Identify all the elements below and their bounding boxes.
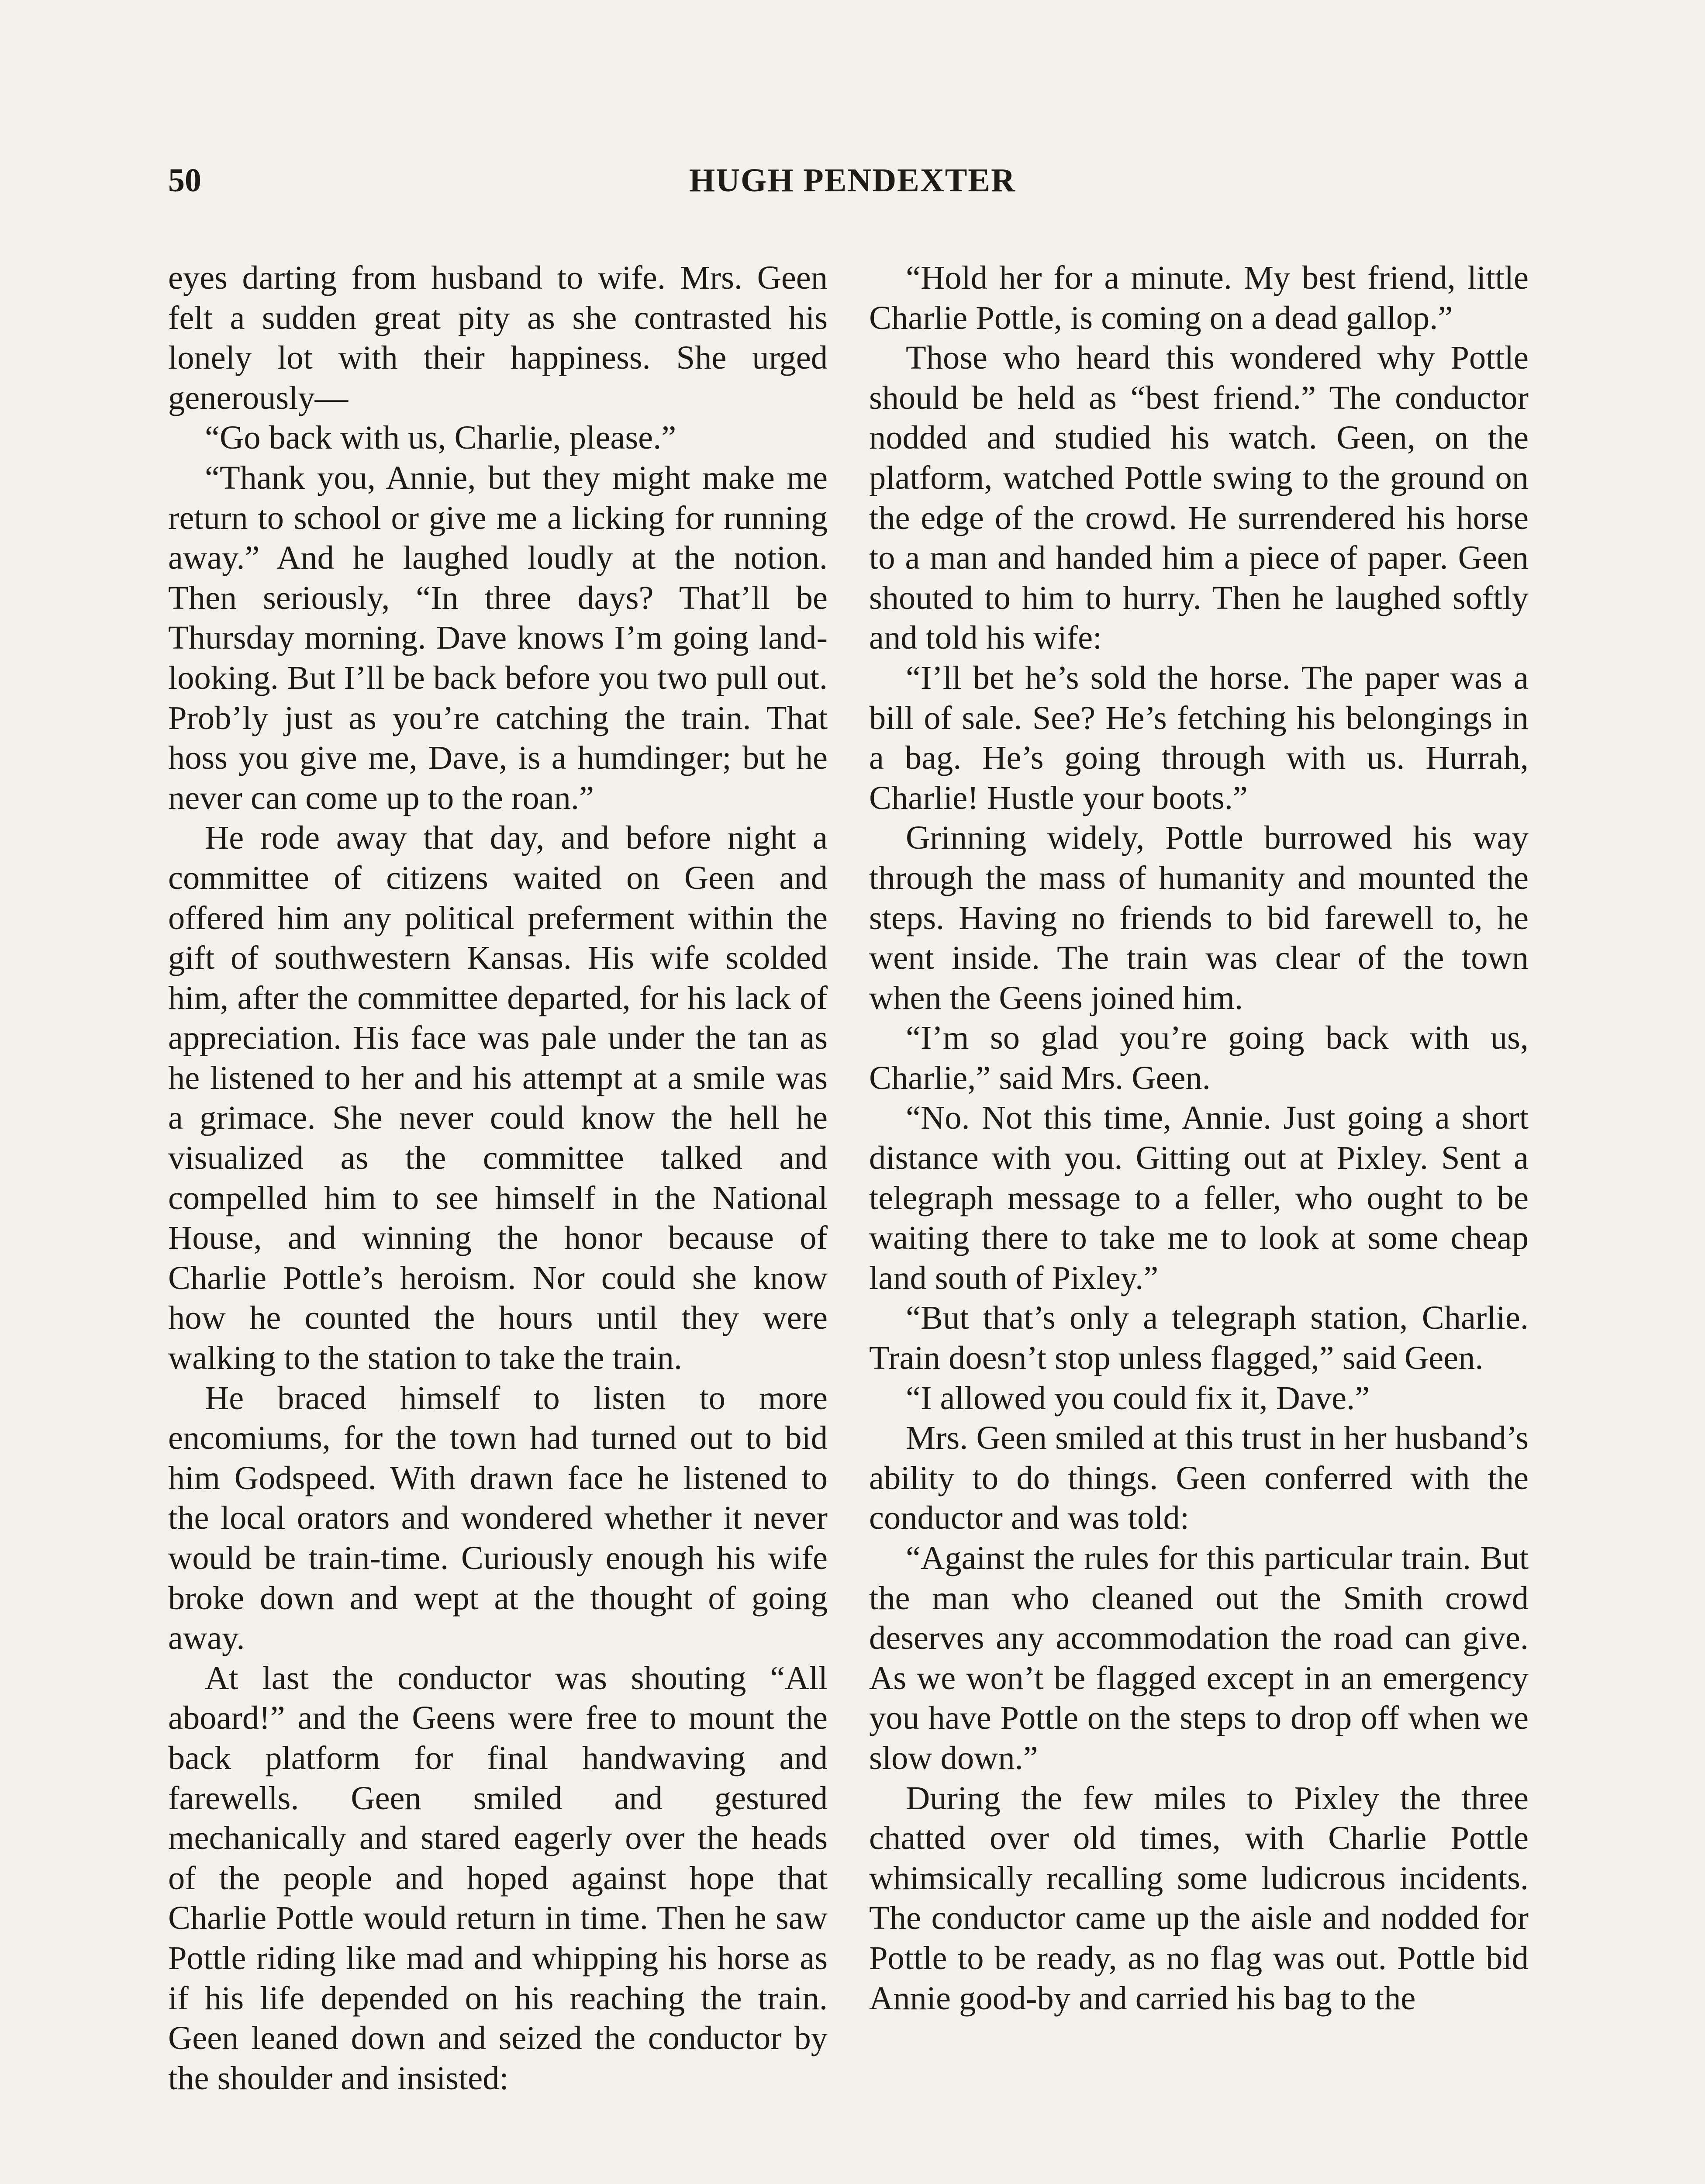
paragraph: At last the conductor was shouting “All aboard!” and the Geens were free to mount the back platform for final handwaving and farewells. Geen smiled and gestured mechanically and stared eagerly over the heads of the people and hoped against hope that Charlie Pottle would return in time. Then he saw Pottle riding like mad and whipping his horse as if his life depended on his reaching the train. Geen leaned down and seized the conductor by the shoulder and insisted: <box>168 1659 828 2097</box>
paragraph: During the few miles to Pixley the three chatted over old times, with Charlie Pottle whimsically recalling some ludicrous incidents. The conductor came up the aisle and nodded for Pottle to be ready, as no flag was out. Pottle bid Annie good-by and carried his bag to the <box>869 1779 1529 2017</box>
paragraph: Grinning widely, Pottle burrowed his way through the mass of humanity and mounted the steps. Having no friends to bid farewell to, he went inside. The train was clear of the town when the Geens joined him. <box>869 819 1529 1016</box>
paragraph: “Hold her for a minute. My best friend, little Charlie Pottle, is coming on a dead gallop.” <box>869 259 1529 336</box>
paragraph: eyes darting from husband to wife. Mrs. Geen felt a sudden great pity as she contrasted his lonely lot with their happiness. She urged generously— <box>168 259 828 416</box>
page-number: 50 <box>168 162 201 199</box>
paragraph: He rode away that day, and before night a committee of citizens waited on Geen and offered him any political preferment within the gift of southwestern Kansas. His wife scolded him, after the committee departed, for his lack of appreciation. His face was pale under the tan as he listened to her and his attempt at a smile was a grimace. She never could know the hell he visualized as the committee talked and compelled him to see himself in the National House, and winning the honor because of Charlie Pottle’s heroism. Nor could she know how he counted the hours until they were walking to the station to take the train. <box>168 819 828 1377</box>
paragraph: “But that’s only a telegraph station, Charlie. Train doesn’t stop unless flagged,” said Geen. <box>869 1299 1529 1377</box>
paragraph: He braced himself to listen to more encomiums, for the town had turned out to bid him Godspeed. With drawn face he listened to the local orators and wondered whether it never would be train-time. Curiously enough his wife broke down and wept at the thought of going away. <box>168 1379 828 1657</box>
paragraph: “No. Not this time, Annie. Just going a short distance with you. Gitting out at Pixley. Sent a telegraph message to a feller, who ought to be waiting there to take me to look at some cheap land south of Pixley.” <box>869 1099 1529 1296</box>
paragraph: “Against the rules for this particular train. But the man who cleaned out the Smith crowd deserves any accommodation the road can give. As we won’t be flagged except in an emergency you have Pottle on the steps to drop off when we slow down.” <box>869 1539 1529 1776</box>
paragraph: “Go back with us, Charlie, please.” <box>205 419 676 456</box>
paragraph: Mrs. Geen smiled at this trust in her husband’s ability to do things. Geen conferred with the conductor and was told: <box>869 1419 1529 1537</box>
left-column <box>168 258 828 2098</box>
running-head: HUGH PENDEXTER <box>689 162 1016 199</box>
paragraph: Those who heard this wondered why Pottle should be held as “best friend.” The conductor nodded and studied his watch. Geen, on the platform, watched Pottle swing to the ground on the edge of the crowd. He surrendered his horse to a man and handed him a piece of paper. Geen shouted to him to hurry. Then he laughed softly and told his wife: <box>869 339 1529 657</box>
paragraph: “I allowed you could fix it, Dave.” <box>906 1379 1370 1417</box>
paragraph: “I’ll bet he’s sold the horse. The paper was a bill of sale. See? He’s fetching his belongings in a bag. He’s going through with us. Hurrah, Charlie! Hustle your boots.” <box>869 659 1529 816</box>
paragraph: “Thank you, Annie, but they might make me return to school or give me a licking for running away.” And he laughed loudly at the notion. Then seriously, “In three days? That’ll be Thursday morning. Dave knows I’m going land-looking. But I’ll be back before you two pull out. Prob’ly just as you’re catching the train. That hoss you give me, Dave, is a humdinger; but he never can come up to the roan.” <box>168 459 828 816</box>
right-column <box>869 258 1529 2018</box>
paragraph: “I’m so glad you’re going back with us, Charlie,” said Mrs. Geen. <box>869 1019 1529 1096</box>
